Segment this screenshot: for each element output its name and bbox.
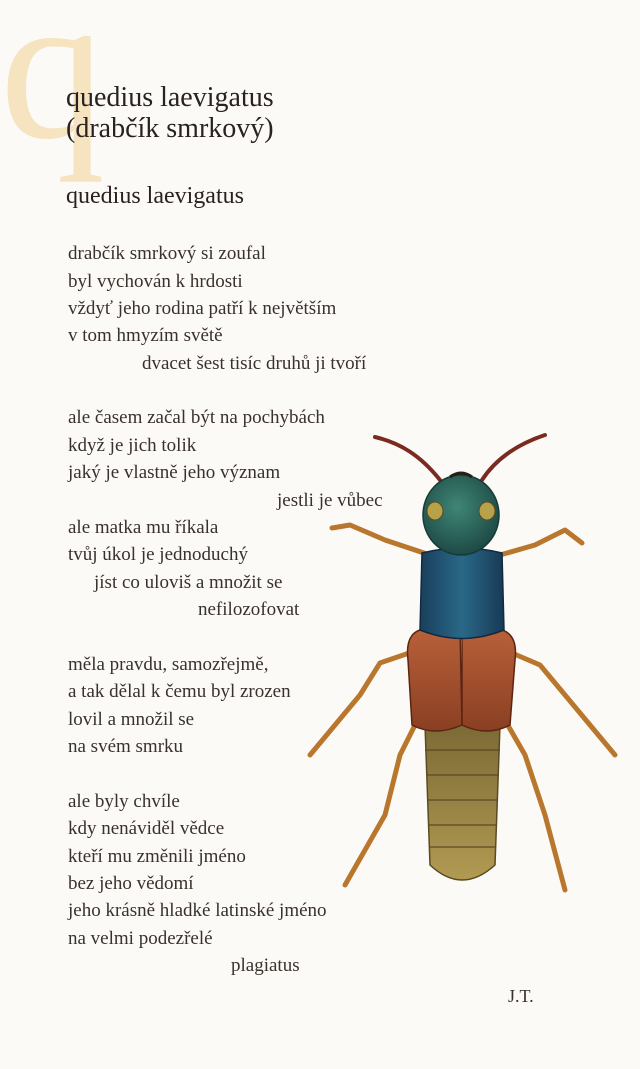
rove-beetle-illustration — [290, 425, 630, 900]
poem-line: vždyť jeho rodina patří k největším — [68, 298, 337, 319]
poem-line: byl vychován k hrdosti — [68, 271, 243, 292]
title-line-1: quedius laevigatus — [66, 82, 274, 113]
page-title — [66, 82, 274, 144]
poem-line: když je jich tolik — [68, 435, 197, 456]
poem-line: jestli je vůbec — [277, 490, 383, 511]
poem-line: na svém smrku — [68, 736, 184, 757]
poem-line: ale časem začal být na pochybách — [68, 407, 325, 428]
poem-line: nefilozofovat — [198, 599, 300, 620]
poem-line: drabčík smrkový si zoufal — [68, 243, 266, 264]
right-antenna — [482, 435, 545, 480]
author-signature: J.T. — [508, 986, 534, 1006]
poem-line: kdy nenáviděl vědce — [68, 818, 225, 839]
poem-line: plagiatus — [231, 955, 300, 976]
beetle-thorax — [420, 548, 504, 639]
poem-line: a tak dělal k čemu byl zrozen — [68, 681, 291, 702]
poem-line: bez jeho vědomí — [68, 873, 194, 894]
title-line-2: (drabčík smrkový) — [66, 113, 274, 144]
poem-line: ale matka mu říkala — [68, 517, 219, 538]
poem-line: na velmi podezřelé — [68, 928, 213, 949]
poem-line: kteří mu změnili jméno — [68, 846, 246, 867]
poem-line: jeho krásně hladké latinské jméno — [68, 900, 327, 921]
poem-line: dvacet šest tisíc druhů ji tvoří — [142, 353, 367, 374]
right-eye — [479, 502, 495, 520]
poem-line: v tom hmyzím světě — [68, 325, 223, 346]
left-eye — [427, 502, 443, 520]
left-antenna — [375, 437, 440, 480]
beetle-elytra — [408, 630, 516, 731]
poem-line: tvůj úkol je jednoduchý — [68, 544, 248, 565]
poem-line: lovil a množil se — [68, 709, 195, 730]
poem-line: jaký je vlastně jeho význam — [68, 462, 281, 483]
poem-subtitle: quedius laevigatus — [66, 183, 244, 209]
poem-line: měla pravdu, samozřejmě, — [68, 654, 269, 675]
drop-cap-letter: q — [0, 0, 105, 183]
poem-line: jíst co uloviš a množit se — [94, 572, 283, 593]
beetle-abdomen — [425, 725, 500, 880]
poem-line: ale byly chvíle — [68, 791, 180, 812]
